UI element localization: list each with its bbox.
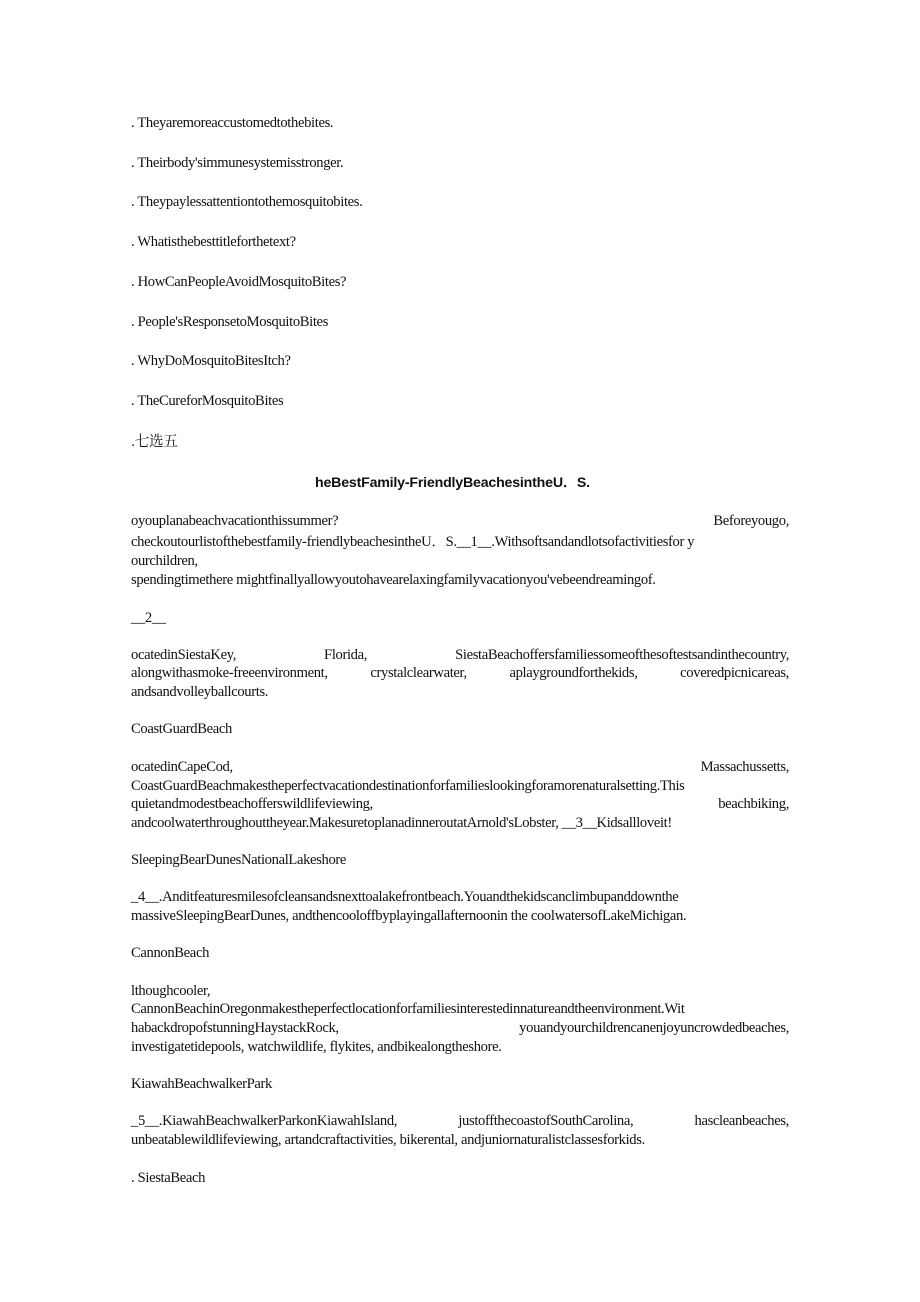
paragraph-word: alongwithasmoke-freeenvironment, bbox=[131, 665, 328, 681]
intro-line: checkoutourlistofthebestfamily-friendlybeachesintheU．S.__1__.Withsoftsandandlotsofactivitiesfor y bbox=[131, 534, 695, 550]
intro-line bbox=[131, 512, 789, 530]
paragraph-word: ocatedinCapeCod, bbox=[131, 759, 233, 775]
option-text: . WhyDoMosquitoBitesItch? bbox=[131, 353, 291, 369]
paragraph-word: aplaygroundforthekids, bbox=[509, 665, 638, 681]
paragraph-word: quietandmodestbeachofferswildlifeviewing, bbox=[131, 796, 373, 812]
paragraph-line bbox=[131, 664, 789, 682]
paragraph-word: crystalclearwater, bbox=[370, 665, 467, 681]
option-text: . Theypaylessattentiontothemosquitobites. bbox=[131, 194, 363, 210]
paragraph-line bbox=[131, 1019, 789, 1037]
paragraph-line bbox=[131, 1112, 789, 1130]
paragraph-line: CoastGuardBeachmakestheperfectvacationdestinationforfamilieslookingforamorenaturalsetting.This bbox=[131, 778, 685, 794]
paragraph-word: beachbiking, bbox=[718, 796, 789, 812]
paragraph-line: massiveSleepingBearDunes, andthencooloffbyplayingallafternoonin the coolwatersofLakeMichigan. bbox=[131, 908, 687, 924]
paragraph-line: unbeatablewildlifeviewing, artandcraftactivities, bikerental, andjuniornaturalistclassesforkids. bbox=[131, 1132, 645, 1148]
section-label: .七选五 bbox=[131, 434, 178, 450]
option-text: . People'sResponsetoMosquitoBites bbox=[131, 314, 329, 330]
answer-option: . SiestaBeach bbox=[131, 1170, 206, 1186]
intro-line: spendingtimethere mightfinallyallowyoutohavearelaxingfamilyvacationyou'vebeendreamingof. bbox=[131, 572, 656, 588]
paragraph-line bbox=[131, 758, 789, 776]
blank-2: __2__ bbox=[131, 610, 166, 626]
paragraph-line: _4__.Anditfeaturesmilesofcleansandsnexttoalakefrontbeach.Youandthekidscanclimbupanddownthe bbox=[131, 889, 679, 905]
paragraph-word: SiestaBeachoffersfamiliessomeofthesoftestsandinthecountry, bbox=[455, 647, 789, 663]
section-heading: SleepingBearDunesNationalLakeshore bbox=[131, 852, 347, 868]
paragraph-line bbox=[131, 795, 789, 813]
passage-title: heBestFamily-FriendlyBeachesintheU．S. bbox=[315, 475, 590, 491]
paragraph-word: youandyourchildrencanenjoyuncrowdedbeaches, bbox=[519, 1020, 789, 1036]
paragraph-word: habackdropofstunningHaystackRock, bbox=[131, 1020, 339, 1036]
option-text: . HowCanPeopleAvoidMosquitoBites? bbox=[131, 274, 347, 290]
option-text: . Theirbody'simmunesystemisstronger. bbox=[131, 155, 344, 171]
section-heading: KiawahBeachwalkerPark bbox=[131, 1076, 272, 1092]
paragraph-line bbox=[131, 646, 789, 664]
paragraph-line: andcoolwaterthroughouttheyear.MakesuretoplanadinneroutatArnold'sLobster, __3__Kidsallloveit! bbox=[131, 815, 672, 831]
paragraph-line: lthoughcooler, bbox=[131, 983, 211, 999]
question-text: . Whatisthebesttitleforthetext? bbox=[131, 234, 296, 250]
paragraph-line: andsandvolleyballcourts. bbox=[131, 684, 269, 700]
section-heading: CoastGuardBeach bbox=[131, 721, 232, 737]
paragraph-word: coveredpicnicareas, bbox=[680, 665, 789, 681]
paragraph-word: Florida, bbox=[324, 647, 368, 663]
paragraph-line: CannonBeachinOregonmakestheperfectlocationforfamiliesinterestedinnatureandtheenvironment.Wit bbox=[131, 1001, 685, 1017]
option-text: . Theyaremoreaccustomedtothebites. bbox=[131, 115, 334, 131]
paragraph-line: investigatetidepools, watchwildlife, flykites, andbikealongtheshore. bbox=[131, 1039, 502, 1055]
intro-text: oyouplanabeachvacationthissummer? bbox=[131, 513, 339, 529]
paragraph-word: ocatedinSiestaKey, bbox=[131, 647, 237, 663]
option-text: . TheCureforMosquitoBites bbox=[131, 393, 284, 409]
paragraph-word: Massachussetts, bbox=[700, 759, 789, 775]
intro-text: Beforeyougo, bbox=[713, 513, 789, 529]
paragraph-word: justoffthecoastofSouthCarolina, bbox=[458, 1113, 634, 1129]
intro-line: ourchildren, bbox=[131, 553, 198, 569]
paragraph-word: hascleanbeaches, bbox=[694, 1113, 789, 1129]
section-heading: CannonBeach bbox=[131, 945, 210, 961]
paragraph-word: _5__.KiawahBeachwalkerParkonKiawahIsland, bbox=[131, 1113, 398, 1129]
